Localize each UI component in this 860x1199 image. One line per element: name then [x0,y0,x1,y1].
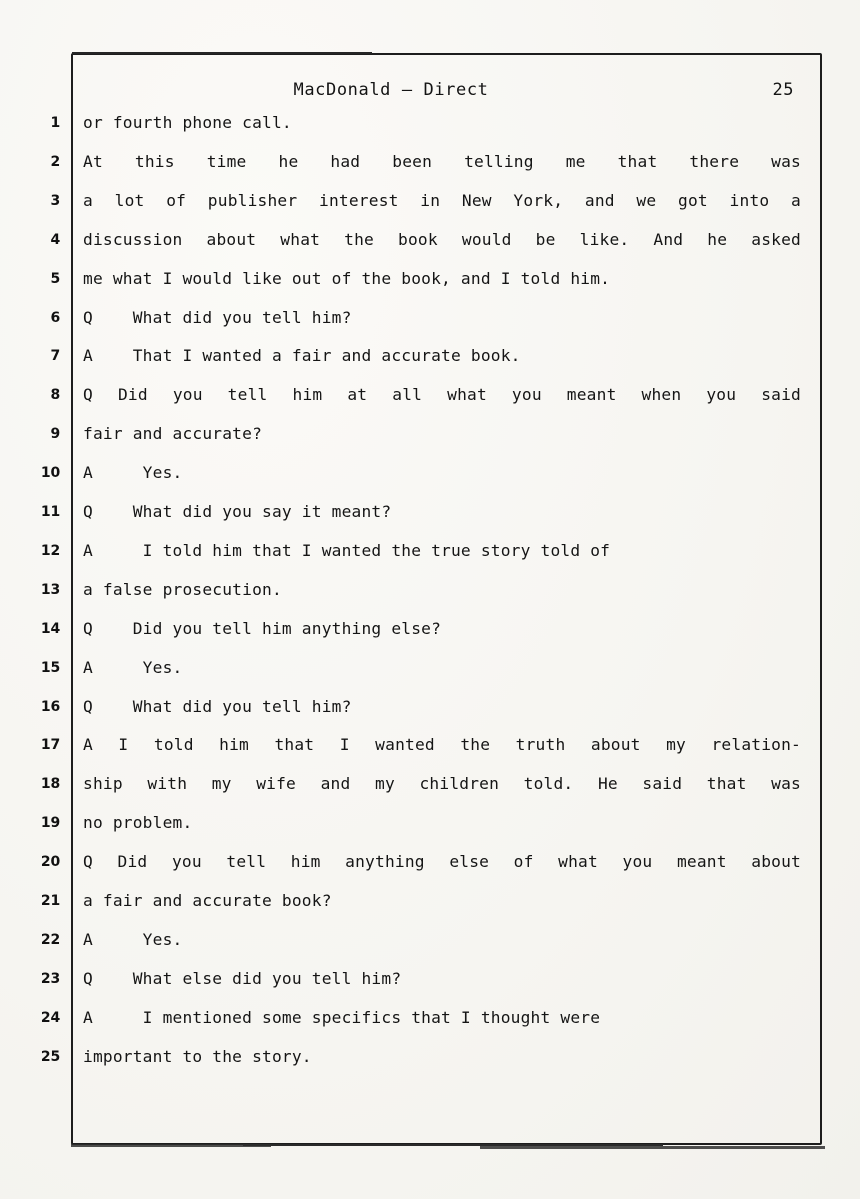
transcript-line: A Yes. [83,463,183,483]
line-number: 19 [40,815,60,832]
transcript-line: no problem. [83,813,193,833]
line-number: 18 [40,776,60,793]
transcript-line: or fourth phone call. [83,113,292,132]
line-number: 13 [40,581,60,598]
line-number: 17 [40,737,60,754]
line-number: 5 [50,270,60,287]
transcript-line: important to the story. [83,1046,312,1066]
transcript-line: a fair and accurate book? [83,891,332,910]
line-number: 10 [40,465,60,482]
transcript-line: A Yes. [83,929,183,949]
transcript-line: a lot of publisher interest in New York, and we got into a [83,190,801,210]
transcript-line: Q What did you tell him? [83,307,352,327]
transcript-line: discussion about what the book would be like. And he asked [83,229,801,249]
transcript-line: A Yes. [83,657,183,677]
transcript-line: me what I would like out of the book, and I told him. [83,268,611,288]
line-number: 12 [40,542,60,559]
transcript-line: Q Did you tell him anything else? [83,618,442,638]
transcript-line: ship with my wife and my children told. He said that was [83,774,801,794]
line-number: 3 [50,192,60,209]
transcript-line: A That I wanted a fair and accurate book. [83,346,521,366]
transcript-line: Q What did you say it meant? [83,502,392,521]
line-number: 24 [40,1009,60,1026]
line-number: 21 [40,893,60,909]
transcript-line: a false prosecution. [83,579,282,599]
transcript-line: A I told him that I wanted the true story told of [83,540,611,560]
line-number: 16 [40,698,60,715]
line-number: 25 [40,1048,60,1065]
line-number: 20 [40,854,60,871]
line-number: 11 [40,504,60,520]
page-number: 25 [772,80,794,100]
line-number: 22 [40,931,60,948]
transcript-line: Q What else did you tell him? [83,968,402,988]
transcript-line: A I told him that I wanted the truth about my relation- [83,735,801,755]
transcript-line: Q Did you tell him at all what you meant when you said [83,385,801,405]
border-scan-artifact-left [71,1144,271,1147]
line-number: 9 [50,426,60,443]
line-number: 14 [40,620,60,637]
line-number: 15 [40,659,60,676]
transcript-line: fair and accurate? [83,424,263,444]
page-header [71,80,822,108]
line-number: 6 [50,309,60,326]
transcript-line: A I mentioned some specifics that I thought were [83,1007,601,1027]
case-caption: MacDonald – Direct [293,80,489,100]
line-number: 4 [50,231,60,248]
border-scan-artifact-right [480,1146,825,1149]
transcript-line: At this time he had been telling me that there was [83,151,801,171]
line-number: 2 [50,153,60,170]
line-number: 8 [50,387,60,404]
transcript-line: Q Did you tell him anything else of what you meant about [83,852,801,872]
line-number: 1 [50,115,60,131]
transcript-line: Q What did you tell him? [83,696,352,716]
line-number: 7 [50,348,60,365]
line-number: 23 [40,970,60,987]
